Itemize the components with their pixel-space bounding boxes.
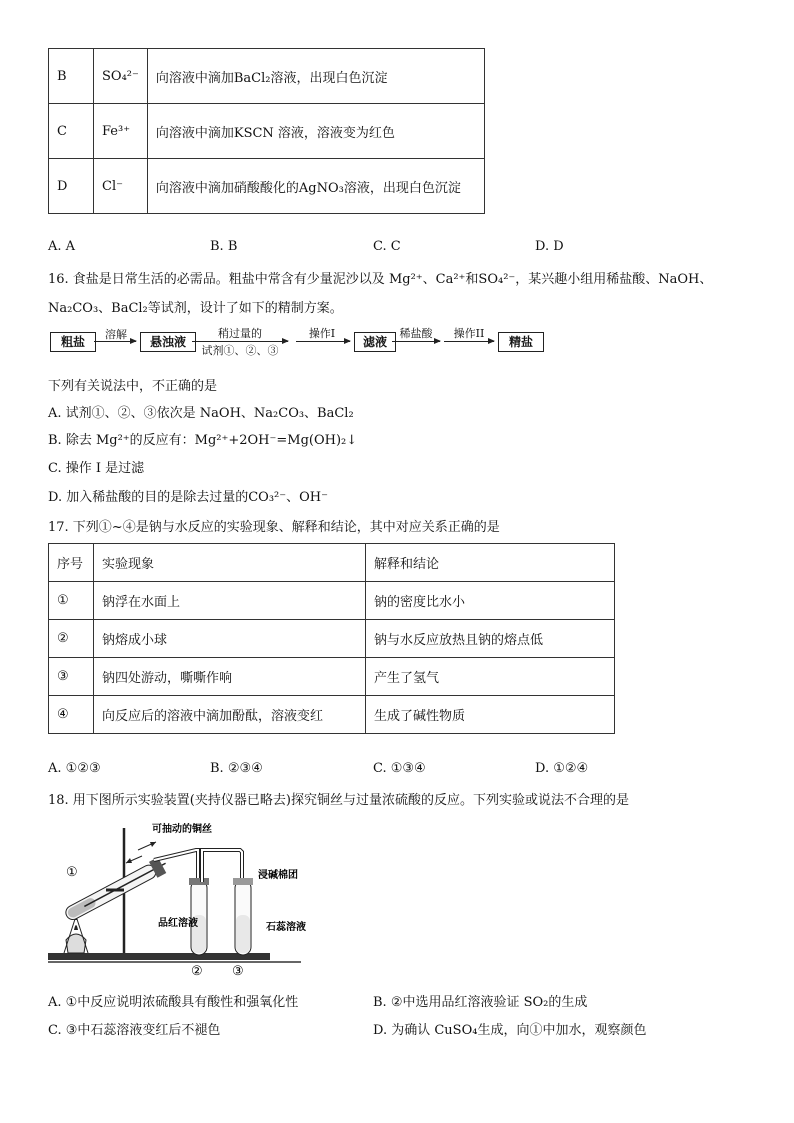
q18-apparatus-figure (46, 820, 306, 980)
q16-option-a[interactable]: A. 试剂①、②、③依次是 NaOH、Na₂CO₃、BaCl₂ (48, 406, 354, 421)
q17-row1-explanation: 钠的密度比水小 (366, 582, 615, 620)
q16-question: 下列有关说法中，不正确的是 (48, 379, 218, 394)
flow-arrow-1 (94, 341, 136, 342)
label-pinhong: 品红溶液 (158, 918, 198, 929)
flow-arrow-3 (296, 341, 350, 342)
flow-arrow-5 (444, 341, 494, 342)
q15-option-c[interactable]: C. C (373, 239, 401, 254)
q16-option-b[interactable]: B. 除去 Mg²⁺的反应有：Mg²⁺+2OH⁻=Mg(OH)₂↓ (48, 433, 358, 448)
q18-option-b[interactable]: B. ②中选用品红溶液验证 SO₂的生成 (373, 995, 588, 1010)
label-2: ② (191, 964, 203, 979)
flow-label-hcl: 稀盐酸 (399, 327, 433, 340)
q17-row2-explanation: 钠与水反应放热且钠的熔点低 (366, 620, 615, 658)
label-3: ③ (232, 964, 244, 979)
q18-stem: 18. 用下图所示实验装置(夹持仪器已略去)探究铜丝与过量浓硫酸的反应。下列实验或说法不合理的是 (48, 793, 629, 808)
q17-table (48, 543, 615, 734)
q15-desc-c: 向溶液中滴加KSCN 溶液，溶液变为红色 (147, 104, 484, 159)
q17-option-b[interactable]: B. ②③④ (210, 761, 263, 776)
q15-opt-b: B (49, 49, 94, 104)
flow-box-filtrate: 滤液 (354, 332, 396, 352)
q17-option-c[interactable]: C. ①③④ (373, 761, 426, 776)
q17-row2-index: ② (49, 620, 94, 658)
q17-row3-index: ③ (49, 658, 94, 696)
q18-option-d[interactable]: D. 为确认 CuSO₄生成，向①中加水，观察颜色 (373, 1023, 647, 1038)
q15-opt-c: C (49, 104, 94, 159)
q17-row2-phenomenon: 钠熔成小球 (94, 620, 366, 658)
q15-ion-b: SO₄²⁻ (94, 49, 148, 104)
q17-option-a[interactable]: A. ①②③ (48, 761, 101, 776)
flow-label-op2: 操作II (453, 327, 485, 340)
q17-row1-index: ① (49, 582, 94, 620)
label-1: ① (66, 865, 78, 880)
q16-flow-diagram (48, 328, 548, 356)
label-wire: 可抽动的铜丝 (152, 824, 212, 835)
q17-stem: 17. 下列①~④是钠与水反应的实验现象、解释和结论，其中对应关系正确的是 (48, 520, 500, 535)
flow-box-refined-salt: 精盐 (498, 332, 544, 352)
q17-row4-index: ④ (49, 696, 94, 734)
q15-option-b[interactable]: B. B (210, 239, 238, 254)
flow-box-suspension: 悬浊液 (140, 332, 196, 352)
flow-label-excess: 稍过量的 (218, 327, 262, 340)
q15-opt-d: D (49, 159, 94, 214)
q17-row1-phenomenon: 钠浮在水面上 (94, 582, 366, 620)
q16-stem-line2: Na₂CO₃、BaCl₂等试剂，设计了如下的精制方案。 (48, 301, 343, 316)
q15-option-a[interactable]: A. A (48, 239, 76, 254)
q17-header-phenomenon: 实验现象 (94, 544, 366, 582)
q17-option-d[interactable]: D. ①②④ (535, 761, 589, 776)
q15-ion-d: Cl⁻ (94, 159, 148, 214)
q15-desc-d: 向溶液中滴加硝酸酸化的AgNO₃溶液，出现白色沉淀 (147, 159, 484, 214)
q17-row3-phenomenon: 钠四处游动，嘶嘶作响 (94, 658, 366, 696)
label-cotton: 浸碱棉团 (258, 870, 298, 881)
flow-box-crude-salt: 粗盐 (50, 332, 96, 352)
q17-row4-phenomenon: 向反应后的溶液中滴加酚酞，溶液变红 (94, 696, 366, 734)
q17-header-index: 序号 (49, 544, 94, 582)
q15-table (48, 48, 485, 214)
flow-label-op1: 操作I (308, 327, 336, 340)
flow-label-dissolve: 溶解 (105, 328, 127, 341)
q17-row3-explanation: 产生了氢气 (366, 658, 615, 696)
q16-stem-line1: 16. 食盐是日常生活的必需品。粗盐中常含有少量泥沙以及 Mg²⁺、Ca²⁺和SO₄²⁻，某兴趣小组用稀盐酸、NaOH、 (48, 272, 713, 287)
q16-option-d[interactable]: D. 加入稀盐酸的目的是除去过量的CO₃²⁻、OH⁻ (48, 490, 328, 505)
q15-desc-b: 向溶液中滴加BaCl₂溶液，出现白色沉淀 (147, 49, 484, 104)
label-shirui: 石蕊溶液 (266, 922, 306, 933)
stand-base (48, 953, 270, 960)
q15-ion-c: Fe³⁺ (94, 104, 148, 159)
q17-header-explanation: 解释和结论 (366, 544, 615, 582)
flow-arrow-4 (392, 341, 440, 342)
q18-option-c[interactable]: C. ③中石蕊溶液变红后不褪色 (48, 1023, 221, 1038)
q16-option-c[interactable]: C. 操作 I 是过滤 (48, 461, 145, 476)
q17-row4-explanation: 生成了碱性物质 (366, 696, 615, 734)
q15-option-d[interactable]: D. D (535, 239, 564, 254)
q18-option-a[interactable]: A. ①中反应说明浓硫酸具有酸性和强氧化性 (48, 995, 299, 1010)
flow-label-reagents: 试剂①、②、③ (201, 344, 279, 357)
